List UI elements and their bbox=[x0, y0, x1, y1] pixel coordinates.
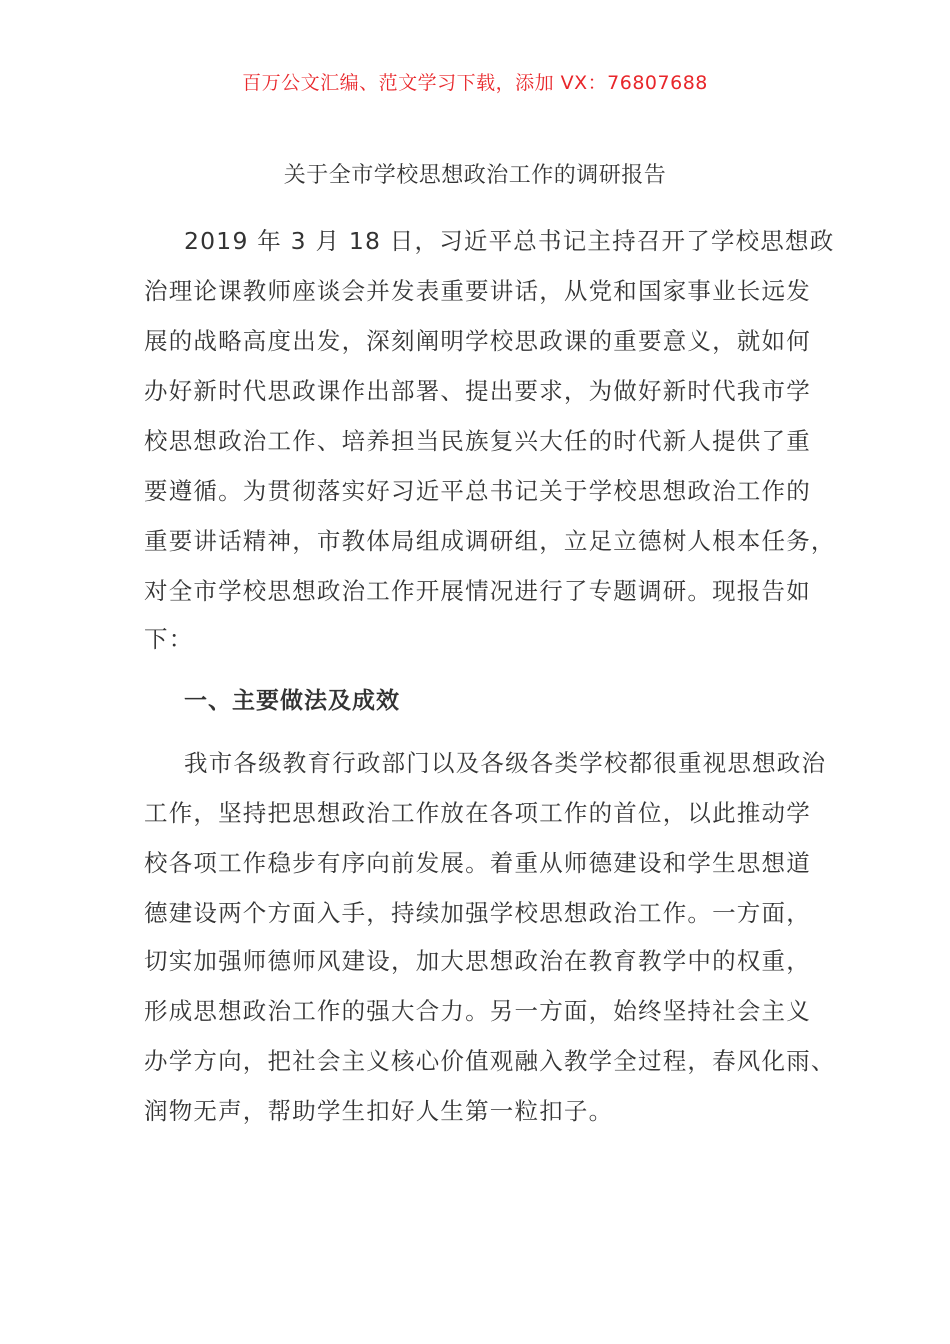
paragraph-line: 办学方向，把社会主义核心价值观融入教学全过程，春风化雨、 bbox=[144, 1047, 836, 1075]
paragraph-line: 办好新时代思政课作出部署、提出要求，为做好新时代我市学 bbox=[144, 377, 811, 405]
paragraph-line: 工作，坚持把思想政治工作放在各项工作的首位，以此推动学 bbox=[144, 799, 811, 827]
paragraph-line: 要遵循。为贯彻落实好习近平总书记关于学校思想政治工作的 bbox=[144, 477, 811, 505]
paragraph-line: 润物无声，帮助学生扣好人生第一粒扣子。 bbox=[144, 1097, 614, 1125]
paragraph-line: 2019 年 3 月 18 日，习近平总书记主持召开了学校思想政 bbox=[184, 227, 835, 255]
document-title: 关于全市学校思想政治工作的调研报告 bbox=[283, 163, 667, 188]
paragraph-line: 德建设两个方面入手，持续加强学校思想政治工作。一方面， bbox=[144, 899, 811, 927]
paragraph-line: 切实加强师德师风建设，加大思想政治在教育教学中的权重， bbox=[144, 947, 811, 975]
paragraph-line: 对全市学校思想政治工作开展情况进行了专题调研。现报告如 bbox=[144, 577, 811, 605]
paragraph-line: 重要讲话精神，市教体局组成调研组，立足立德树人根本任务， bbox=[144, 527, 836, 555]
paragraph-line: 校各项工作稳步有序向前发展。着重从师德建设和学生思想道 bbox=[144, 849, 811, 877]
paragraph-line: 校思想政治工作、培养担当民族复兴大任的时代新人提供了重 bbox=[144, 427, 811, 455]
paragraph-line: 展的战略高度出发，深刻阐明学校思政课的重要意义，就如何 bbox=[144, 327, 811, 355]
header-note: 百万公文汇编、范文学习下载，添加 VX：76807688 bbox=[242, 72, 708, 94]
paragraph-line: 形成思想政治工作的强大合力。另一方面，始终坚持社会主义 bbox=[144, 997, 811, 1025]
section-heading: 一、主要做法及成效 bbox=[184, 688, 400, 714]
paragraph-line: 我市各级教育行政部门以及各级各类学校都很重视思想政治 bbox=[184, 749, 827, 777]
paragraph-line: 下： bbox=[144, 625, 194, 653]
paragraph-line: 治理论课教师座谈会并发表重要讲话，从党和国家事业长远发 bbox=[144, 277, 811, 305]
